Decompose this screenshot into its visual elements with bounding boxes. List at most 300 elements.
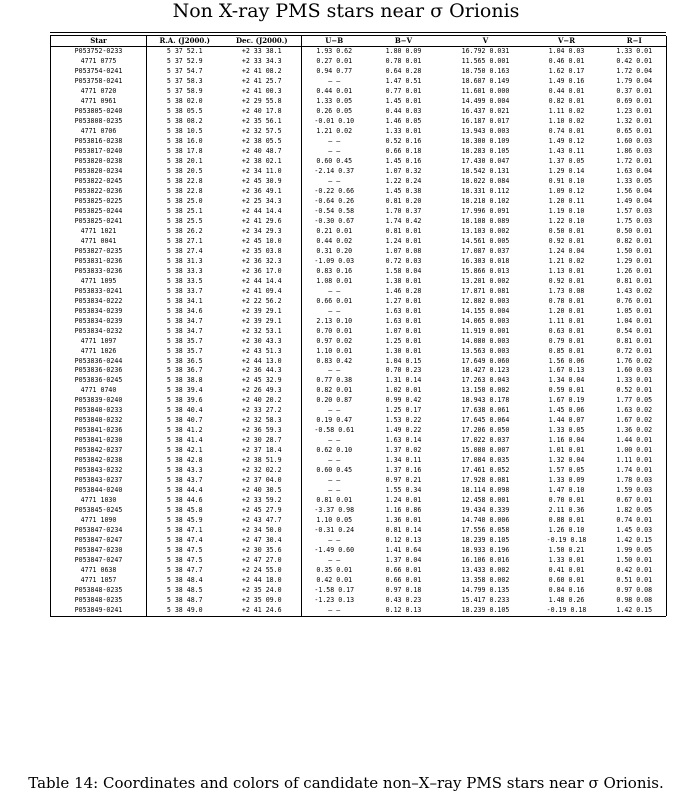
table-cell: 17.022 0.037 <box>461 436 510 445</box>
column-header: R.A. (J2000.) <box>147 36 223 46</box>
table-cell: -0.19 0.18 <box>546 536 587 545</box>
table-cell: 4771 0961 <box>51 97 147 107</box>
table-cell: P053841-0236 <box>51 426 147 436</box>
table-cell: +2 41 25.7 <box>241 76 282 85</box>
table-row <box>51 267 667 277</box>
table-cell: 11.601 0.000 <box>461 86 510 95</box>
table-cell: P053820-0234 <box>51 167 147 177</box>
table-cell: 0.97 0.08 <box>603 586 667 596</box>
table-cell: -2.14 0.37 <box>302 167 367 177</box>
table-cell: 13.150 0.002 <box>461 386 510 395</box>
table-row <box>51 606 667 616</box>
table-cell: 0.42 0.01 <box>603 566 667 576</box>
table-row <box>51 536 667 546</box>
table-cell: 0.60 0.01 <box>548 576 585 585</box>
table-cell: 5 38 36.7 <box>166 366 203 375</box>
table-cell: 16.187 0.017 <box>461 116 510 125</box>
table-cell: 0.82 0.01 <box>302 386 367 396</box>
table-cell: 5 38 48.5 <box>166 586 203 595</box>
data-table <box>50 36 667 616</box>
table-cell: 0.66 0.01 <box>302 297 367 307</box>
table-cell: 16.792 0.031 <box>461 46 510 55</box>
table-cell: 5 38 17.8 <box>166 146 203 155</box>
table-cell: 12.458 0.001 <box>461 496 510 505</box>
table-cell: 4771 0638 <box>51 566 147 576</box>
table-header-row <box>51 36 667 46</box>
table-cell: 15.417 0.233 <box>461 596 510 605</box>
table-caption: Table 14: Coordinates and colors of candidate non–X–ray PMS stars near σ Orionis. <box>28 774 664 792</box>
table-cell: 1.09 0.12 <box>548 186 585 195</box>
table-cell: 5 38 10.5 <box>166 126 203 135</box>
table-cell: 5 38 20.1 <box>166 156 203 165</box>
table-cell: +2 41 00.3 <box>241 86 282 95</box>
table-cell: 1.33 0.05 <box>548 426 585 435</box>
table-row <box>51 357 667 367</box>
table-cell: 5 38 25.5 <box>166 216 203 225</box>
table-row <box>51 57 667 67</box>
table-cell: 5 38 43.3 <box>166 466 203 475</box>
table-cell: 1.76 0.02 <box>603 357 667 367</box>
table-cell: 5 38 35.7 <box>166 346 203 355</box>
table-cell: 0.43 0.23 <box>385 596 422 605</box>
table-cell: P053822-0236 <box>51 187 147 197</box>
table-cell: 5 38 48.7 <box>166 596 203 605</box>
table-cell: 1.37 0.05 <box>548 156 585 165</box>
table-cell: 18.114 0.098 <box>461 486 510 495</box>
table-cell: 5 38 34.7 <box>166 326 203 335</box>
table-cell: 0.19 0.47 <box>302 416 367 426</box>
table-cell: 1.33 0.01 <box>603 46 667 56</box>
table-cell: 0.20 0.87 <box>302 396 367 406</box>
table-cell: +2 40 20.2 <box>241 396 282 405</box>
table-cell: 1.73 0.08 <box>548 286 585 295</box>
table-cell: +2 35 24.0 <box>241 586 282 595</box>
table-cell: 1.04 0.15 <box>385 356 422 365</box>
table-row <box>51 516 667 526</box>
table-cell: +2 33 38.1 <box>241 46 282 55</box>
table-cell: P053847-0247 <box>51 556 147 566</box>
table-cell: +2 36 44.3 <box>241 366 282 375</box>
table-cell: 1.46 0.05 <box>385 116 422 125</box>
table-cell: 1.67 0.02 <box>603 416 667 426</box>
table-cell: 5 38 34.6 <box>166 306 203 315</box>
table-cell: +2 34 11.0 <box>241 166 282 175</box>
table-row <box>51 456 667 466</box>
table-cell: 5 38 25.0 <box>166 196 203 205</box>
table-cell: 1.22 0.10 <box>548 216 585 225</box>
table-cell: 1.21 0.02 <box>302 127 367 137</box>
table-cell: P053843-0232 <box>51 466 147 476</box>
table-cell: 0.12 0.13 <box>385 606 422 615</box>
table-cell: 4771 0740 <box>51 386 147 396</box>
table-row <box>51 107 667 117</box>
table-cell: 1.50 0.01 <box>603 556 667 566</box>
table-cell: 13.943 0.003 <box>461 126 510 135</box>
page-title: Non X-ray PMS stars near σ Orionis <box>172 0 520 22</box>
table-cell: 1.86 0.03 <box>603 147 667 157</box>
table-row <box>51 426 667 436</box>
table-cell: 1.34 0.04 <box>548 376 585 385</box>
table-cell: — — <box>302 406 367 416</box>
table-row <box>51 576 667 586</box>
table-cell: 5 38 49.0 <box>166 606 203 615</box>
table-cell: 0.21 0.01 <box>302 227 367 237</box>
table-row <box>51 596 667 606</box>
table-cell: 0.69 0.01 <box>603 97 667 107</box>
table-cell: 0.66 0.01 <box>385 566 422 575</box>
table-cell: 4771 1030 <box>51 496 147 506</box>
table-row <box>51 546 667 556</box>
table-cell: 0.41 0.01 <box>548 566 585 575</box>
table-cell: +2 32 57.5 <box>241 126 282 135</box>
table-cell: 1.49 0.22 <box>385 426 422 435</box>
table-row <box>51 466 667 476</box>
table-cell: 5 38 05.5 <box>166 106 203 115</box>
table-cell: 1.50 0.01 <box>603 247 667 257</box>
table-cell: 17.871 0.081 <box>461 286 510 295</box>
table-cell: P053839-0240 <box>51 396 147 406</box>
table-cell: P053834-0222 <box>51 297 147 307</box>
table-cell: 1.74 0.01 <box>603 466 667 476</box>
table-cell: +2 36 49.1 <box>241 186 282 195</box>
table-row <box>51 566 667 576</box>
table-cell: — — <box>302 436 367 446</box>
table-cell: 1.20 0.11 <box>548 196 585 205</box>
table-cell: 0.42 0.01 <box>603 57 667 67</box>
table-cell: 4771 1095 <box>51 277 147 287</box>
table-cell: 1.37 0.16 <box>385 466 422 475</box>
table-cell: P053847-0230 <box>51 546 147 556</box>
table-cell: 5 38 02.0 <box>166 96 203 105</box>
table-cell: 17.556 0.058 <box>461 526 510 535</box>
table-cell: P053758-0241 <box>51 77 147 87</box>
table-cell: 0.44 0.01 <box>548 86 585 95</box>
table-cell: 1.45 0.38 <box>385 186 422 195</box>
table-row <box>51 97 667 107</box>
table-cell: 0.81 0.20 <box>385 196 422 205</box>
table-cell: P053754-0241 <box>51 67 147 77</box>
table-cell: 1.33 0.05 <box>603 177 667 187</box>
table-cell: 1.44 0.07 <box>548 416 585 425</box>
table-cell: 17.649 0.060 <box>461 356 510 365</box>
table-cell: 1.41 0.64 <box>385 546 422 555</box>
table-cell: 0.77 0.01 <box>385 86 422 95</box>
table-cell: 1.72 0.01 <box>603 157 667 167</box>
table-cell: P053822-0245 <box>51 177 147 187</box>
table-row <box>51 347 667 357</box>
table-cell: -3.37 0.98 <box>302 506 367 516</box>
table-cell: 4771 0041 <box>51 237 147 247</box>
table-cell: 18.542 0.131 <box>461 166 510 175</box>
table-cell: 1.45 0.06 <box>548 406 585 415</box>
table-cell: — — <box>302 556 367 566</box>
table-cell: 5 38 22.8 <box>166 186 203 195</box>
table-row <box>51 177 667 187</box>
table-cell: 0.81 0.01 <box>385 226 422 235</box>
table-cell: 1.00 0.01 <box>603 446 667 456</box>
table-cell: 17.645 0.064 <box>461 416 510 425</box>
table-cell: +2 47 27.0 <box>241 556 282 565</box>
column-header: U−B <box>302 36 367 46</box>
table-cell: P053816-0238 <box>51 137 147 147</box>
table-cell: 1.30 0.01 <box>385 346 422 355</box>
table-cell: 0.79 0.01 <box>548 336 585 345</box>
table-cell: 5 37 58.3 <box>166 76 203 85</box>
table-cell: +2 35 56.1 <box>241 116 282 125</box>
table-cell: +2 40 17.8 <box>241 106 282 115</box>
table-cell: -0.64 0.26 <box>302 197 367 207</box>
table-cell: 1.53 0.22 <box>385 416 422 425</box>
table-cell: +2 24 55.0 <box>241 566 282 575</box>
table-cell: 1.46 0.28 <box>385 286 422 295</box>
table-cell: 0.46 0.01 <box>548 56 585 65</box>
table-row <box>51 446 667 456</box>
table-cell: 1.01 0.01 <box>548 446 585 455</box>
table-row <box>51 77 667 87</box>
table-cell: 5 38 45.9 <box>166 516 203 525</box>
table-cell: 1.47 0.51 <box>385 76 422 85</box>
table-cell: -0.22 0.66 <box>302 187 367 197</box>
table-cell: +2 44 13.0 <box>241 356 282 365</box>
table-row <box>51 476 667 486</box>
table-cell: 1.47 0.10 <box>548 486 585 495</box>
table-cell: +2 36 59.3 <box>241 426 282 435</box>
table-cell: 0.81 0.01 <box>302 496 367 506</box>
table-cell: +2 44 14.4 <box>241 206 282 215</box>
table-cell: 5 38 43.7 <box>166 476 203 485</box>
table-cell: 1.23 0.01 <box>603 107 667 117</box>
table-cell: 15.866 0.013 <box>461 266 510 275</box>
table-cell: P053843-0237 <box>51 476 147 486</box>
table-cell: 0.35 0.01 <box>302 566 367 576</box>
table-cell: 1.08 0.01 <box>302 277 367 287</box>
table-cell: P053847-0247 <box>51 536 147 546</box>
table-cell: 0.97 0.21 <box>385 476 422 485</box>
table-cell: 1.31 0.14 <box>385 376 422 385</box>
table-cell: — — <box>302 77 367 87</box>
table-body <box>51 46 667 616</box>
table-cell: 1.45 0.16 <box>385 156 422 165</box>
table-cell: +2 43 51.3 <box>241 346 282 355</box>
table-cell: 1.19 0.10 <box>548 206 585 215</box>
table-cell: 0.78 0.01 <box>548 296 585 305</box>
table-cell: P053845-0245 <box>51 506 147 516</box>
table-cell: 5 38 08.2 <box>166 116 203 125</box>
table-cell: +2 37 04.0 <box>241 476 282 485</box>
table-cell: +2 37 18.4 <box>241 446 282 455</box>
table-row <box>51 207 667 217</box>
table-cell: 0.44 0.01 <box>302 87 367 97</box>
table-row <box>51 307 667 317</box>
table-cell: P053841-0230 <box>51 436 147 446</box>
table-cell: 14.561 0.005 <box>461 236 510 245</box>
table-cell: 1.33 0.05 <box>302 97 367 107</box>
table-cell: — — <box>302 287 367 297</box>
table-cell: 0.70 0.23 <box>385 366 422 375</box>
table-cell: 5 38 39.6 <box>166 396 203 405</box>
table-cell: 0.66 0.18 <box>385 146 422 155</box>
table-row <box>51 137 667 147</box>
table-row <box>51 237 667 247</box>
table-cell: 18.300 0.109 <box>461 136 510 145</box>
column-header: V <box>441 36 531 46</box>
table-cell: 5 38 39.4 <box>166 386 203 395</box>
table-cell: 0.60 0.45 <box>302 157 367 167</box>
table-cell: 16.303 0.018 <box>461 256 510 265</box>
table-cell: 1.37 0.02 <box>385 446 422 455</box>
table-cell: 1.10 0.02 <box>548 116 585 125</box>
table-cell: 5 38 40.7 <box>166 416 203 425</box>
table-cell: P053831-0236 <box>51 257 147 267</box>
table-cell: 1.33 0.01 <box>603 376 667 386</box>
table-cell: P053834-0239 <box>51 307 147 317</box>
table-cell: 1.16 0.86 <box>385 506 422 515</box>
table-cell: 2.13 0.10 <box>302 317 367 327</box>
table-cell: 18.108 0.089 <box>461 216 510 225</box>
table-cell: 0.78 0.01 <box>385 56 422 65</box>
table-cell: 1.25 0.01 <box>385 336 422 345</box>
table-cell: -0.58 0.61 <box>302 426 367 436</box>
table-cell: 1.36 0.01 <box>385 516 422 525</box>
table-cell: 5 38 35.7 <box>166 336 203 345</box>
table-cell: P053847-0234 <box>51 526 147 536</box>
table-cell: +2 35 09.0 <box>241 596 282 605</box>
table-cell: 5 38 47.5 <box>166 556 203 565</box>
table-cell: +2 39 29.1 <box>241 316 282 325</box>
table-cell: +2 45 27.9 <box>241 506 282 515</box>
table-cell: 1.55 0.34 <box>385 486 422 495</box>
table-cell: 1.70 0.37 <box>385 206 422 215</box>
table-cell: 0.26 0.05 <box>302 107 367 117</box>
table-row <box>51 197 667 207</box>
table-cell: 5 38 33.5 <box>166 276 203 285</box>
table-cell: 1.72 0.04 <box>603 67 667 77</box>
table-cell: 1.58 0.04 <box>385 266 422 275</box>
table-cell: 1.37 0.04 <box>385 556 422 565</box>
table-cell: +2 35 03.8 <box>241 246 282 255</box>
table-cell: 1.29 0.01 <box>603 257 667 267</box>
table-cell: 11.565 0.001 <box>461 56 510 65</box>
table-cell: 1.24 0.01 <box>385 496 422 505</box>
table-cell: — — <box>302 147 367 157</box>
table-cell: 1.49 0.16 <box>548 76 585 85</box>
table-cell: 0.72 0.01 <box>603 347 667 357</box>
table-cell: +2 25 34.3 <box>241 196 282 205</box>
table-cell: — — <box>302 456 367 466</box>
table-cell: +2 34 50.0 <box>241 526 282 535</box>
table-cell: 1.63 0.14 <box>385 436 422 445</box>
table-cell: 1.11 0.02 <box>548 106 585 115</box>
table-cell: 0.54 0.01 <box>603 327 667 337</box>
table-cell: 18.239 0.105 <box>461 536 510 545</box>
table-cell: 1.63 0.01 <box>385 316 422 325</box>
table-cell: P053848-0235 <box>51 596 147 606</box>
table-cell: 1.16 0.04 <box>548 436 585 445</box>
table-cell: 5 38 27.1 <box>166 236 203 245</box>
table-cell: 1.48 0.26 <box>548 596 585 605</box>
table-cell: P053817-0240 <box>51 147 147 157</box>
table-cell: 1.56 0.04 <box>603 187 667 197</box>
table-cell: 5 37 52.9 <box>166 56 203 65</box>
table-cell: P053849-0241 <box>51 606 147 616</box>
table-cell: 5 38 47.5 <box>166 546 203 555</box>
table-cell: +2 33 34.3 <box>241 56 282 65</box>
table-cell: 0.63 0.01 <box>548 326 585 335</box>
table-cell: 5 38 47.1 <box>166 526 203 535</box>
table-cell: 1.07 0.01 <box>385 326 422 335</box>
table-cell: 1.25 0.17 <box>385 406 422 415</box>
table-cell: +2 30 28.7 <box>241 436 282 445</box>
table-cell: 5 38 31.3 <box>166 256 203 265</box>
table-cell: 0.81 0.01 <box>603 337 667 347</box>
table-cell: 1.74 0.42 <box>385 216 422 225</box>
table-cell: +2 47 30.4 <box>241 536 282 545</box>
table-cell: 1.82 0.05 <box>603 506 667 516</box>
table-cell: 0.92 0.01 <box>548 276 585 285</box>
table-cell: 1.99 0.05 <box>603 546 667 556</box>
table-cell: P053840-0233 <box>51 406 147 416</box>
table-cell: +2 32 53.1 <box>241 326 282 335</box>
table-cell: 1.33 0.01 <box>548 556 585 565</box>
table-cell: P053752-0233 <box>51 46 147 56</box>
table-cell: 18.607 0.149 <box>461 76 510 85</box>
table-cell: 0.64 0.28 <box>385 66 422 75</box>
table-cell: +2 45 30.9 <box>241 176 282 185</box>
table-row <box>51 366 667 376</box>
table-cell: 18.943 0.178 <box>461 396 510 405</box>
table-cell: 4771 0775 <box>51 57 147 67</box>
table-cell: 1.07 0.32 <box>385 166 422 175</box>
table-cell: 0.42 0.01 <box>302 576 367 586</box>
table-cell: +2 44 14.4 <box>241 276 282 285</box>
table-cell: 1.36 0.02 <box>603 426 667 436</box>
table-cell: 13.433 0.002 <box>461 566 510 575</box>
table-cell: +2 43 47.7 <box>241 516 282 525</box>
table-cell: 1.49 0.12 <box>548 136 585 145</box>
table-cell: 0.62 0.10 <box>302 446 367 456</box>
table-cell: P053834-0239 <box>51 317 147 327</box>
table-cell: 17.263 0.043 <box>461 376 510 385</box>
table-row <box>51 227 667 237</box>
table-cell: 0.88 0.01 <box>548 516 585 525</box>
table-cell: +2 29 55.8 <box>241 96 282 105</box>
table-cell: 19.434 0.339 <box>461 506 510 515</box>
table-row <box>51 287 667 297</box>
table-cell: 5 38 33.3 <box>166 266 203 275</box>
table-cell: 1.11 0.01 <box>603 456 667 466</box>
table-cell: 5 38 26.2 <box>166 226 203 235</box>
table-cell: 13.201 0.002 <box>461 276 510 285</box>
table-cell: 18.218 0.102 <box>461 196 510 205</box>
table-cell: 1.59 0.03 <box>603 486 667 496</box>
table-cell: 1.43 0.11 <box>548 146 585 155</box>
table-cell: P053840-0232 <box>51 416 147 426</box>
table-cell: 0.98 0.08 <box>603 596 667 606</box>
table-cell: 14.799 0.135 <box>461 586 510 595</box>
table-cell: 4771 1057 <box>51 576 147 586</box>
table-cell: 1.42 0.15 <box>603 536 667 546</box>
table-cell: +2 41 24.6 <box>241 606 282 615</box>
table-cell: 17.087 0.037 <box>461 246 510 255</box>
table-cell: 4771 1021 <box>51 227 147 237</box>
table-cell: 0.27 0.01 <box>302 57 367 67</box>
table-cell: +2 45 32.9 <box>241 376 282 385</box>
table-row <box>51 436 667 446</box>
table-row <box>51 67 667 77</box>
table-cell: 5 38 38.8 <box>166 376 203 385</box>
table-cell: 0.59 0.01 <box>548 386 585 395</box>
table-cell: -0.31 0.24 <box>302 526 367 536</box>
